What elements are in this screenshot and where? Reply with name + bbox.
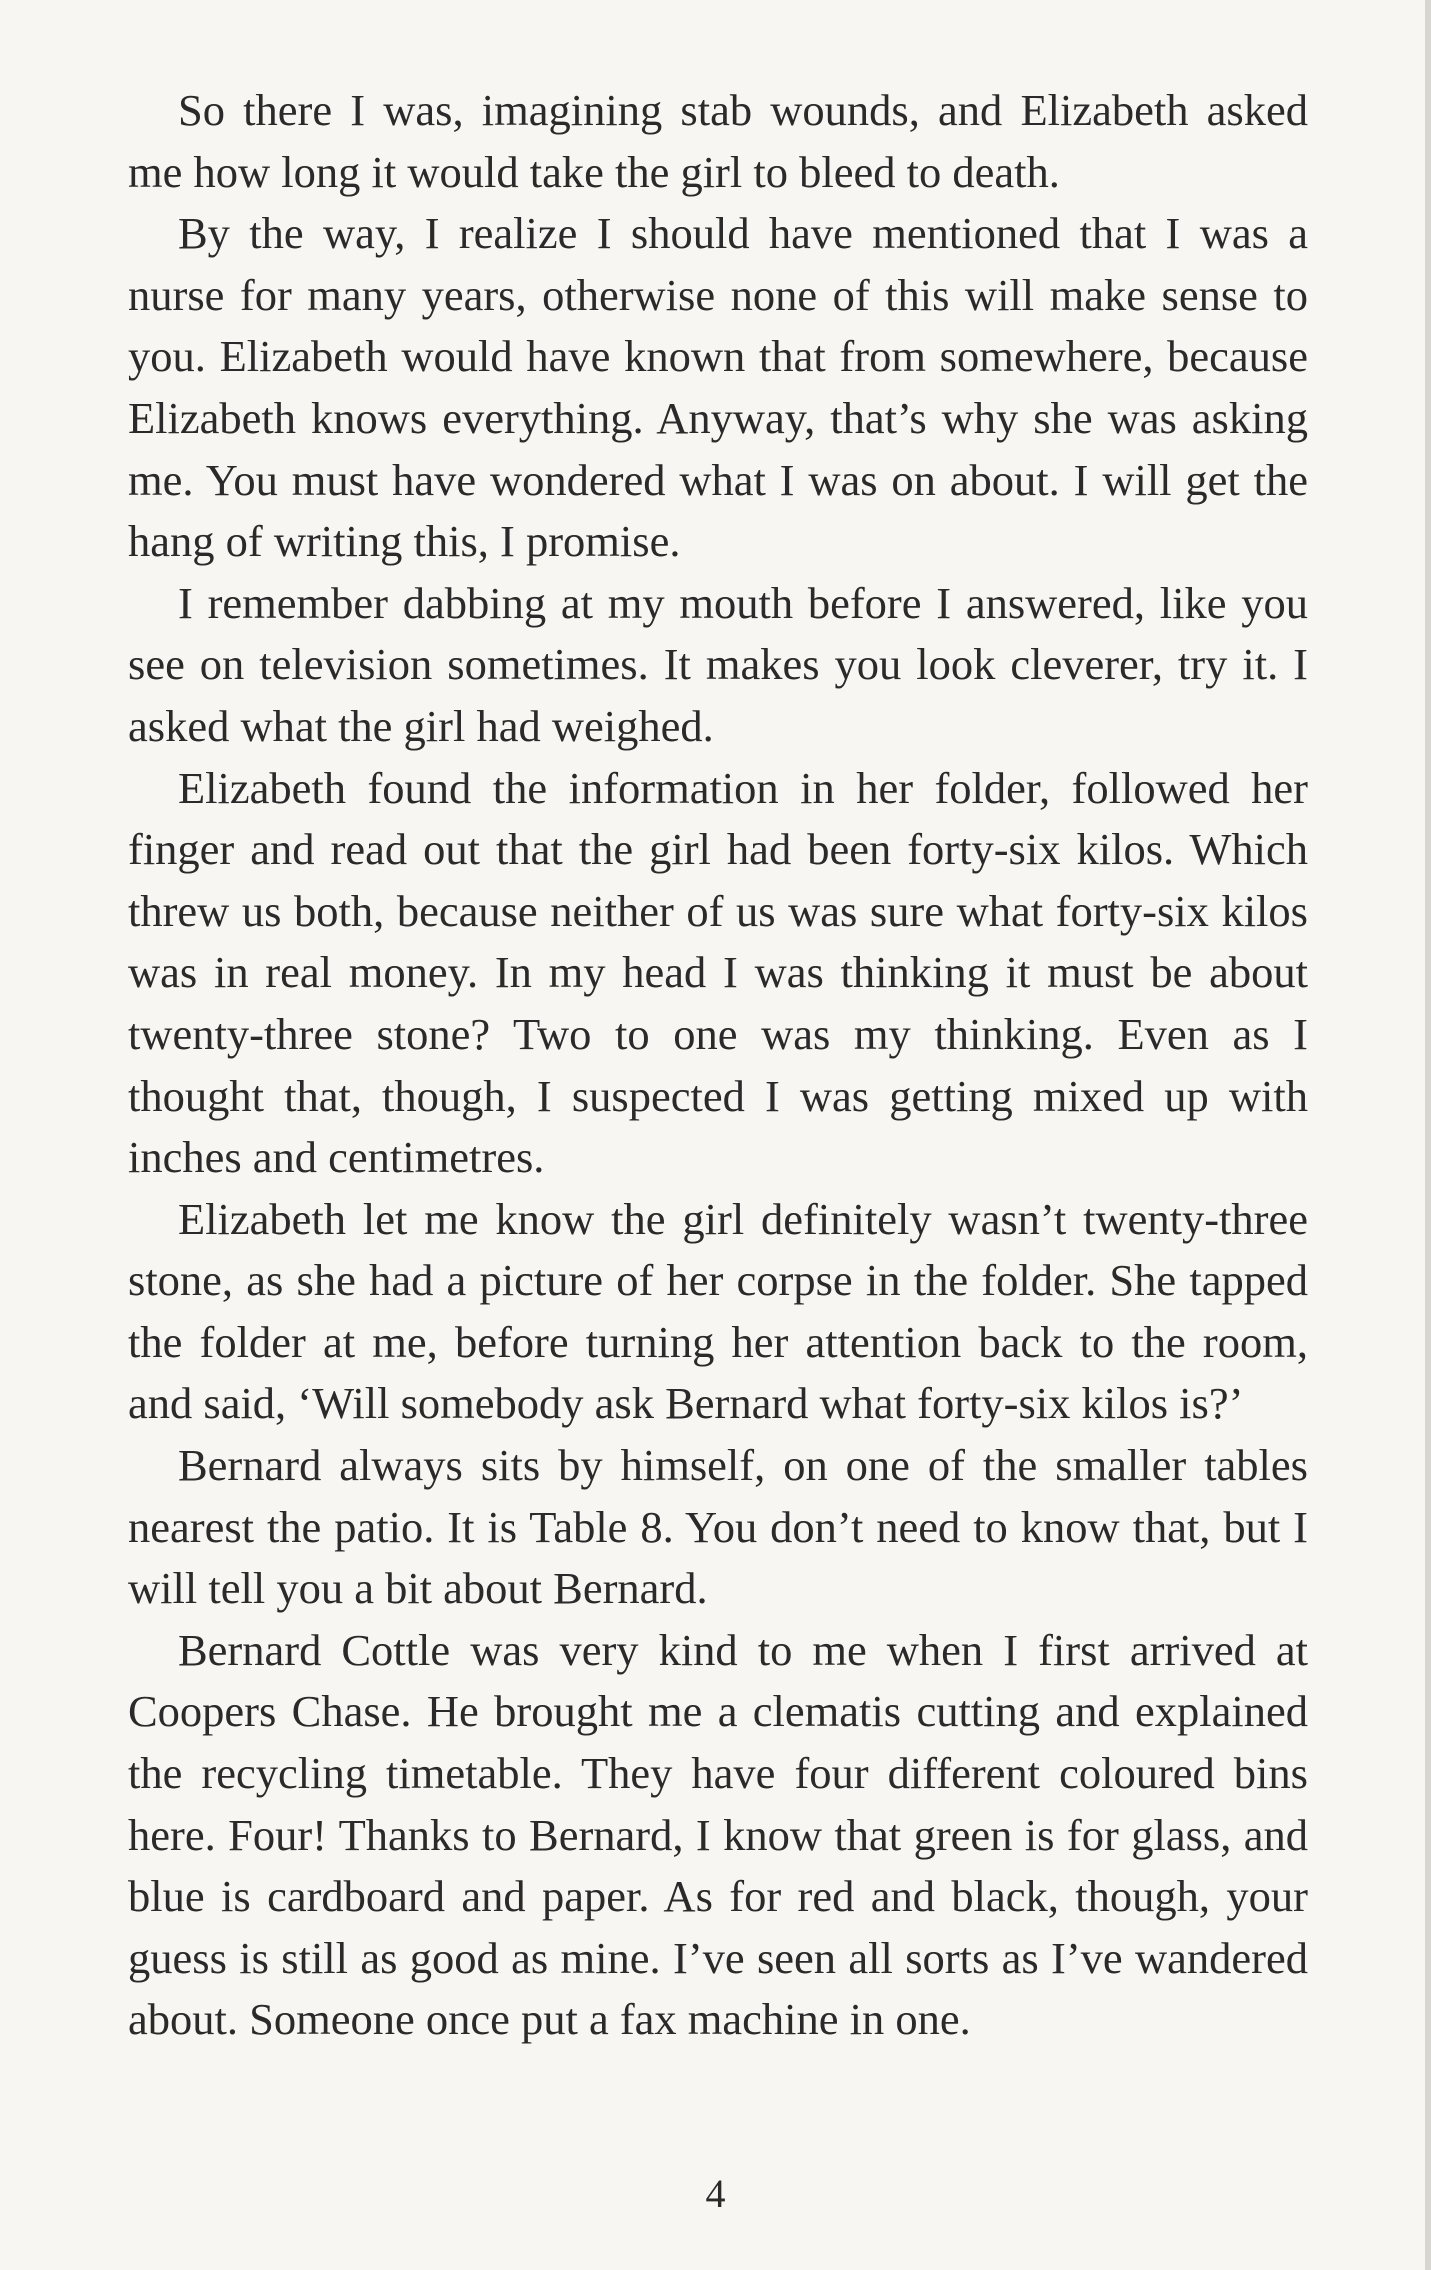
paragraph-4: Elizabeth found the information in her folder, followed her finger and read out that the girl had been forty-six kilos. Which threw us both, because neither of us was sure what forty-six kilos was in real money. In my head I was thinking it must be about twenty-three stone? Two to one was my thinking. Even as I thought that, though, I suspected I was getting mixed up with inches and centimetres. [128,762,1308,1183]
page-edge [1425,0,1431,2270]
paragraph-7: Bernard Cottle was very kind to me when I first arrived at Coopers Chase. He brought me a clematis cutting and explained the recycling timetable. They have four different coloured bins here. Four! Thanks to Bernard, I know that green is for glass, and blue is cardboard and paper. As for red and black, though, your guess is still as good as mine. I’ve seen all sorts as I’ve wandered about. Someone once put a fax machine in one. [128,1624,1308,2045]
paragraph-6: Bernard always sits by himself, on one of the smaller tables nearest the patio. It is Table 8. You don’t need to know that, but I will tell you a bit about Bernard. [128,1440,1308,1614]
page-number: 4 [705,2171,726,2216]
paragraph-1: So there I was, imagining stab wounds, and Elizabeth asked me how long it would take the girl to bleed to death. [128,85,1308,197]
paragraph-5: Elizabeth let me know the girl definitely wasn’t twenty-three stone, as she had a picture of her corpse in the folder. She tapped the folder at me, before turning her attention back to the room, and said, ‘Will somebody ask Bernard what forty-six kilos is?’ [128,1193,1308,1429]
paragraph-2: By the way, I realize I should have mentioned that I was a nurse for many years, otherwise none of this will make sense to you. Elizabeth would have known that from somewhere, because Elizabeth knows everything. Anyway, that’s why she was asking me. You must have wondered what I was on about. I will get the hang of writing this, I promise. [128,208,1308,567]
body-text [128,80,1308,2051]
paragraph-3: I remember dabbing at my mouth before I answered, like you see on television sometimes. It makes you look cleverer, try it. I asked what the girl had weighed. [128,577,1308,751]
